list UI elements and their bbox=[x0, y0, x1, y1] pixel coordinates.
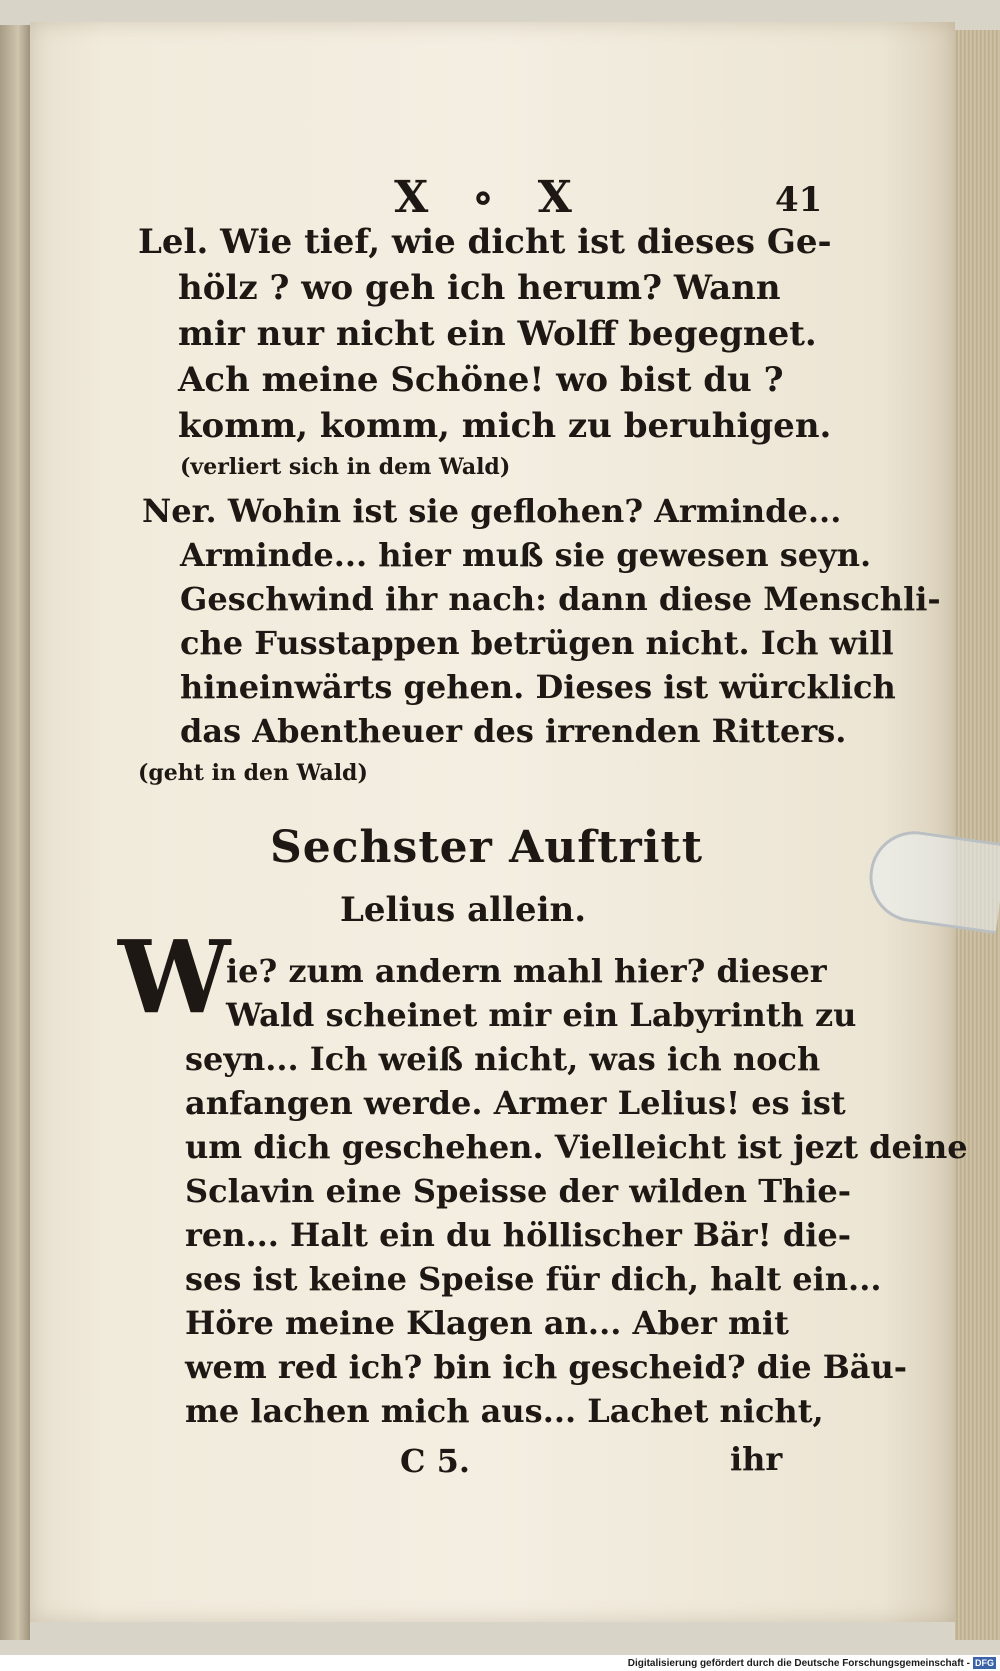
text-line: Sclavin eine Speisse der wilden Thie- bbox=[185, 1172, 852, 1210]
text-line: Ner. Wohin ist sie geflohen? Arminde... bbox=[142, 492, 842, 530]
text-line: hineinwärts gehen. Dieses ist würcklich bbox=[180, 668, 896, 706]
text-line: Geschwind ihr nach: dann diese Menschli- bbox=[180, 580, 941, 618]
scene-subheading: Lelius allein. bbox=[340, 890, 587, 930]
drop-cap: W bbox=[118, 918, 231, 1036]
text-line: Lel. Wie tief, wie dicht ist dieses Ge- bbox=[138, 222, 832, 262]
text-line: ie? zum andern mahl hier? dieser bbox=[226, 952, 827, 990]
text-line: Ach meine Schöne! wo bist du ? bbox=[178, 360, 784, 400]
text-line: me lachen mich aus... Lachet nicht, bbox=[185, 1392, 824, 1430]
page-number: 41 bbox=[775, 180, 823, 220]
text-line: ses ist keine Speise für dich, halt ein... bbox=[185, 1260, 882, 1298]
signature-mark: C 5. bbox=[400, 1442, 471, 1480]
text-line: anfangen werde. Armer Lelius! es ist bbox=[185, 1084, 846, 1122]
footer-credit: Digitalisierung gefördert durch die Deutsche Forschungsgemeinschaft - bbox=[627, 1657, 970, 1669]
stage-direction: (geht in den Wald) bbox=[138, 760, 368, 786]
stage-direction: (verliert sich in dem Wald) bbox=[180, 454, 511, 480]
left-page-edge bbox=[0, 25, 30, 1640]
text-line: seyn... Ich weiß nicht, was ich noch bbox=[185, 1040, 821, 1078]
text-line: wem red ich? bin ich gescheid? die Bäu- bbox=[185, 1348, 908, 1386]
text-line: komm, komm, mich zu beruhigen. bbox=[178, 406, 832, 446]
text-line: das Abentheuer des irrenden Ritters. bbox=[180, 712, 847, 750]
text-line: mir nur nicht ein Wolff begegnet. bbox=[178, 314, 817, 354]
text-line: hölz ? wo geh ich herum? Wann bbox=[178, 268, 781, 308]
header-ornament: X ∘ X bbox=[394, 172, 586, 223]
catchword: ihr bbox=[730, 1440, 783, 1478]
text-line: ren... Halt ein du höllischer Bär! die- bbox=[185, 1216, 851, 1254]
book-page bbox=[30, 22, 968, 1622]
scene-heading: Sechster Auftritt bbox=[270, 822, 704, 873]
dfg-logo: DFG bbox=[975, 1658, 994, 1668]
text-line: Arminde... hier muß sie gewesen seyn. bbox=[180, 536, 872, 574]
text-line: Wald scheinet mir ein Labyrinth zu bbox=[226, 996, 857, 1034]
text-line: Höre meine Klagen an... Aber mit bbox=[185, 1304, 789, 1342]
page-fore-edge bbox=[955, 30, 1000, 1640]
text-line: um dich geschehen. Vielleicht ist jezt deine bbox=[185, 1128, 968, 1166]
footer-bar bbox=[0, 1655, 1000, 1671]
text-line: che Fusstappen betrügen nicht. Ich will bbox=[180, 624, 894, 662]
